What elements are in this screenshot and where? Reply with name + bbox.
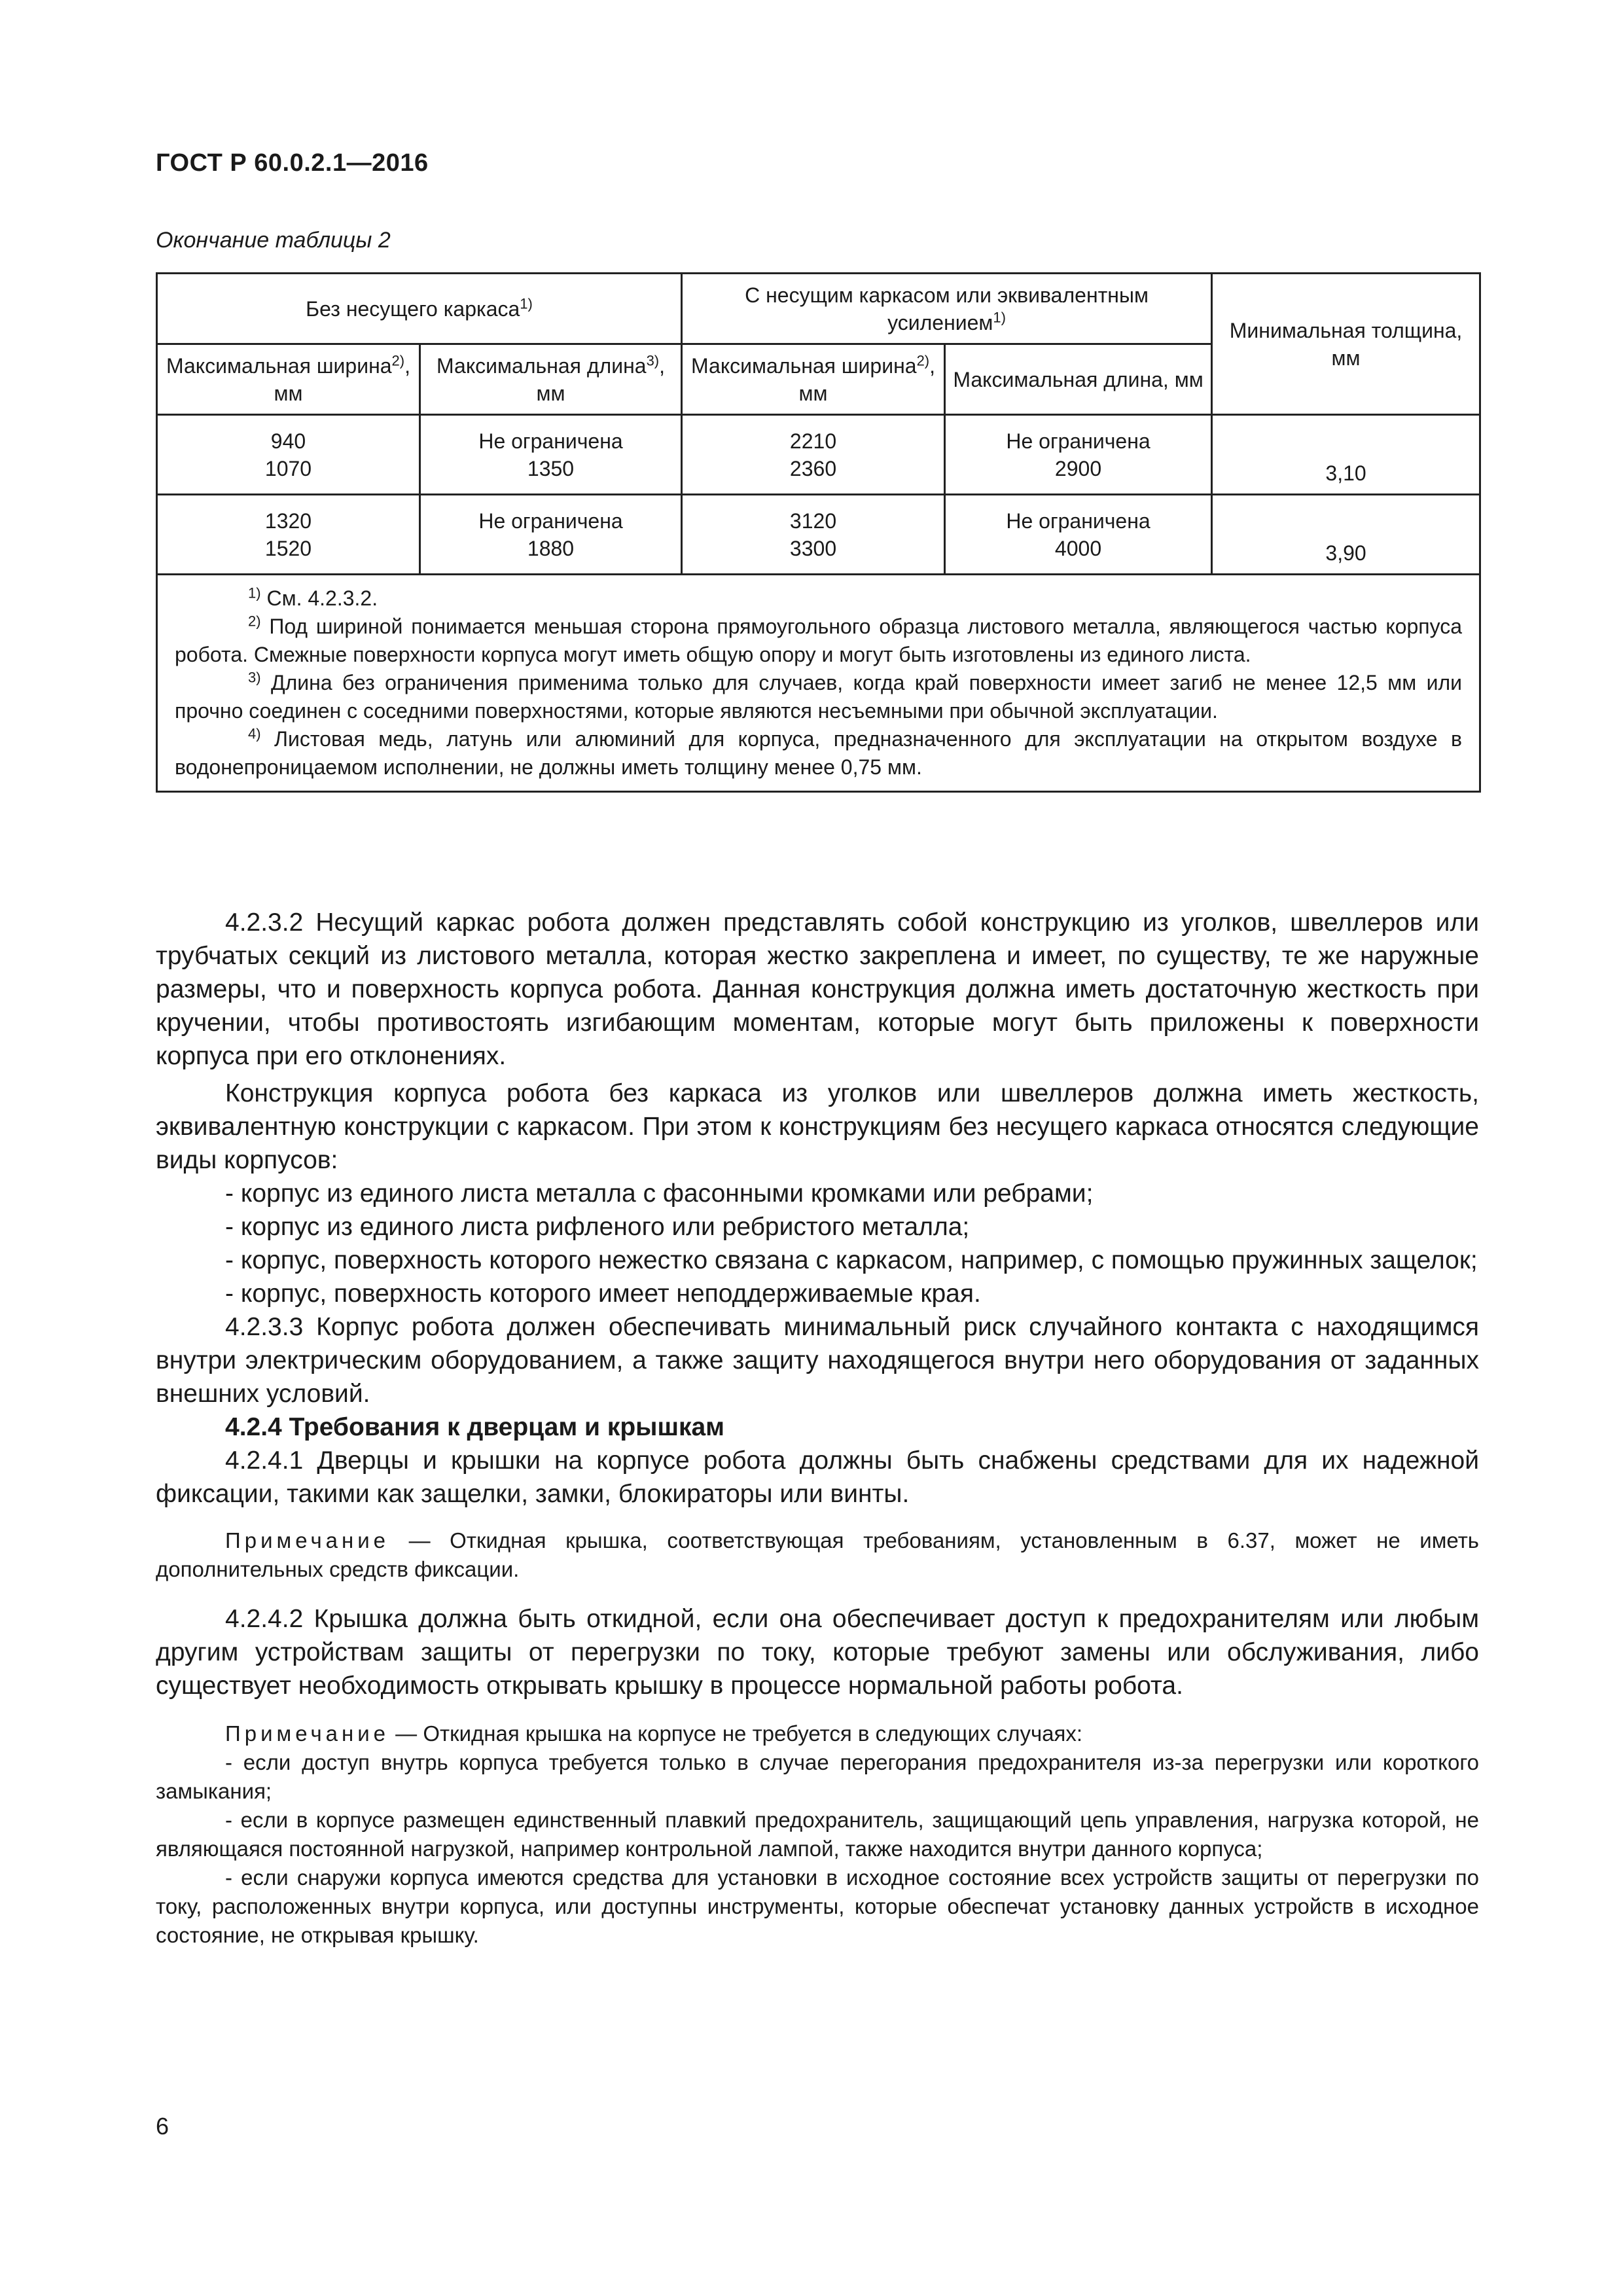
- cell-length-1: Не ограничена 1880: [420, 495, 682, 575]
- cell-width-2: 3120 3300: [682, 495, 945, 575]
- table-footnotes: [157, 575, 1480, 792]
- paragraph-4-2-4-2: 4.2.4.2 Крышка должна быть откидной, если она обеспечивает доступ к предохранителям или любым другим устройствам защиты от перегрузки по току, которые требуют замены или обслуживания, либо существует необходимость открывать крышку в процессе нормальной работы робота.: [156, 1605, 1479, 1700]
- footnote: $^{1)}$ См. 4.2.3.2.: [248, 584, 378, 610]
- footnote: $^{4)}$ Листовая медь, латунь или алюминий для корпуса, предназначенного для эксплуатации на открытом воздухе в водонепроницаемом исполнении, не должны иметь толщину менее 0,75 мм.: [175, 725, 1463, 779]
- table-row: [157, 415, 1480, 495]
- note-list-item: - если доступ внутрь корпуса требуется только в случае перегорания предохранителя из-за перегрузки или короткого замыкания;: [156, 1750, 1479, 1803]
- note-1: Примечание — Откидная крышка, соответствующая требованиям, установленным в 6.37, может не иметь дополнительных средств фиксации.: [156, 1528, 1479, 1581]
- cell-width-2: 2210 2360: [682, 415, 945, 495]
- header-max-length-1: Максимальная длина$^{3)}$, мм: [420, 344, 682, 415]
- note-list-item: - если снаружи корпуса имеются средства для установки в исходное состояние всех устройств защиты от перегрузки по току, расположенных внутри корпуса, или доступны инструменты, которые обеспечат установку данных устройств в исходное состояние, не открывая крышку.: [156, 1865, 1479, 1947]
- list-item: - корпус, поверхность которого имеет неподдерживаемые края.: [225, 1280, 981, 1308]
- page-number: 6: [156, 2113, 169, 2140]
- paragraph-4-2-3-2: 4.2.3.2 Несущий каркас робота должен представлять собой конструкцию из уголков, швеллеров или трубчатых секций из листового металла, которая жестко закреплена и имеет, по существу, те же наружные размеры, что и поверхность корпуса робота. Данная конструкция должна иметь достаточную жесткость при кручении, чтобы противостоять изгибающим моментам, которые могут быть приложены к поверхности корпуса при его отклонениях.: [156, 908, 1479, 1070]
- header-group-with-frame: С несущим каркасом или эквивалентным усилением$^{1)}$: [682, 274, 1212, 344]
- table-caption: Окончание таблицы 2: [156, 228, 391, 253]
- cell-thickness: 3,10: [1212, 415, 1480, 495]
- cell-width-1: 940 1070: [157, 415, 420, 495]
- standard-designation: ГОСТ Р 60.0.2.1—2016: [156, 149, 429, 177]
- paragraph-frameless: Конструкция корпуса робота без каркаса из уголков или швеллеров должна иметь жесткость, эквивалентную конструкции с каркасом. При этом к конструкциям без несущего каркаса относятся следующие виды корпусов:: [156, 1079, 1479, 1174]
- paragraph-4-2-4-1: 4.2.4.1 Дверцы и крышки на корпусе робота должны быть снабжены средствами для их надежной фиксации, такими как защелки, замки, блокираторы или винты.: [156, 1446, 1479, 1508]
- section-heading-4-2-4: 4.2.4 Требования к дверцам и крышкам: [225, 1413, 725, 1441]
- list-item: - корпус из единого листа рифленого или ребристого металла;: [225, 1213, 970, 1241]
- list-item: - корпус из единого листа металла с фасонными кромками или ребрами;: [225, 1179, 1094, 1208]
- cell-thickness: 3,90: [1212, 495, 1480, 575]
- body-text: [156, 906, 1479, 1950]
- list-item: - корпус, поверхность которого нежестко связана с каркасом, например, с помощью пружинных защелок;: [225, 1246, 1478, 1274]
- table-row: [157, 495, 1480, 575]
- cell-length-2: Не ограничена 2900: [945, 415, 1212, 495]
- cell-length-2: Не ограничена 4000: [945, 495, 1212, 575]
- cell-length-1: Не ограничена 1350: [420, 415, 682, 495]
- note-2: Примечание — Откидная крышка на корпусе не требуется в следующих случаях:: [225, 1721, 1083, 1746]
- spec-table: [156, 272, 1481, 793]
- footnote: $^{3)}$ Длина без ограничения применима только для случаев, когда край поверхности имеет загиб не менее 12,5 мм или прочно соединен с соседними поверхностями, которые являются несъемными при обычной эксплуатации.: [175, 669, 1463, 723]
- note-list-item: - если в корпусе размещен единственный плавкий предохранитель, защищающий цепь управления, нагрузка которой, не являющаяся постоянной нагрузкой, например контрольной лампой, также находится внутри данного корпуса;: [156, 1808, 1479, 1861]
- header-min-thickness: Минимальная толщина, мм: [1212, 274, 1480, 415]
- header-max-width-1: Максимальная ширина$^{2)}$, мм: [157, 344, 420, 415]
- header-max-width-2: Максимальная ширина$^{2)}$, мм: [682, 344, 945, 415]
- header-max-length-2: Максимальная длина, мм: [945, 344, 1212, 415]
- paragraph-4-2-3-3: 4.2.3.3 Корпус робота должен обеспечивать минимальный риск случайного контакта с находящимся внутри электрическим оборудованием, а также защиту находящегося внутри него оборудования от заданных внешних условий.: [156, 1313, 1479, 1408]
- cell-width-1: 1320 1520: [157, 495, 420, 575]
- header-group-no-frame: Без несущего каркаса$^{1)}$: [157, 274, 682, 344]
- footnote: $^{2)}$ Под шириной понимается меньшая сторона прямоугольного образца листового металла, являющегося частью корпуса робота. Смежные поверхности корпуса могут иметь общую опору и могут быть изготовлены из единого листа.: [175, 613, 1463, 666]
